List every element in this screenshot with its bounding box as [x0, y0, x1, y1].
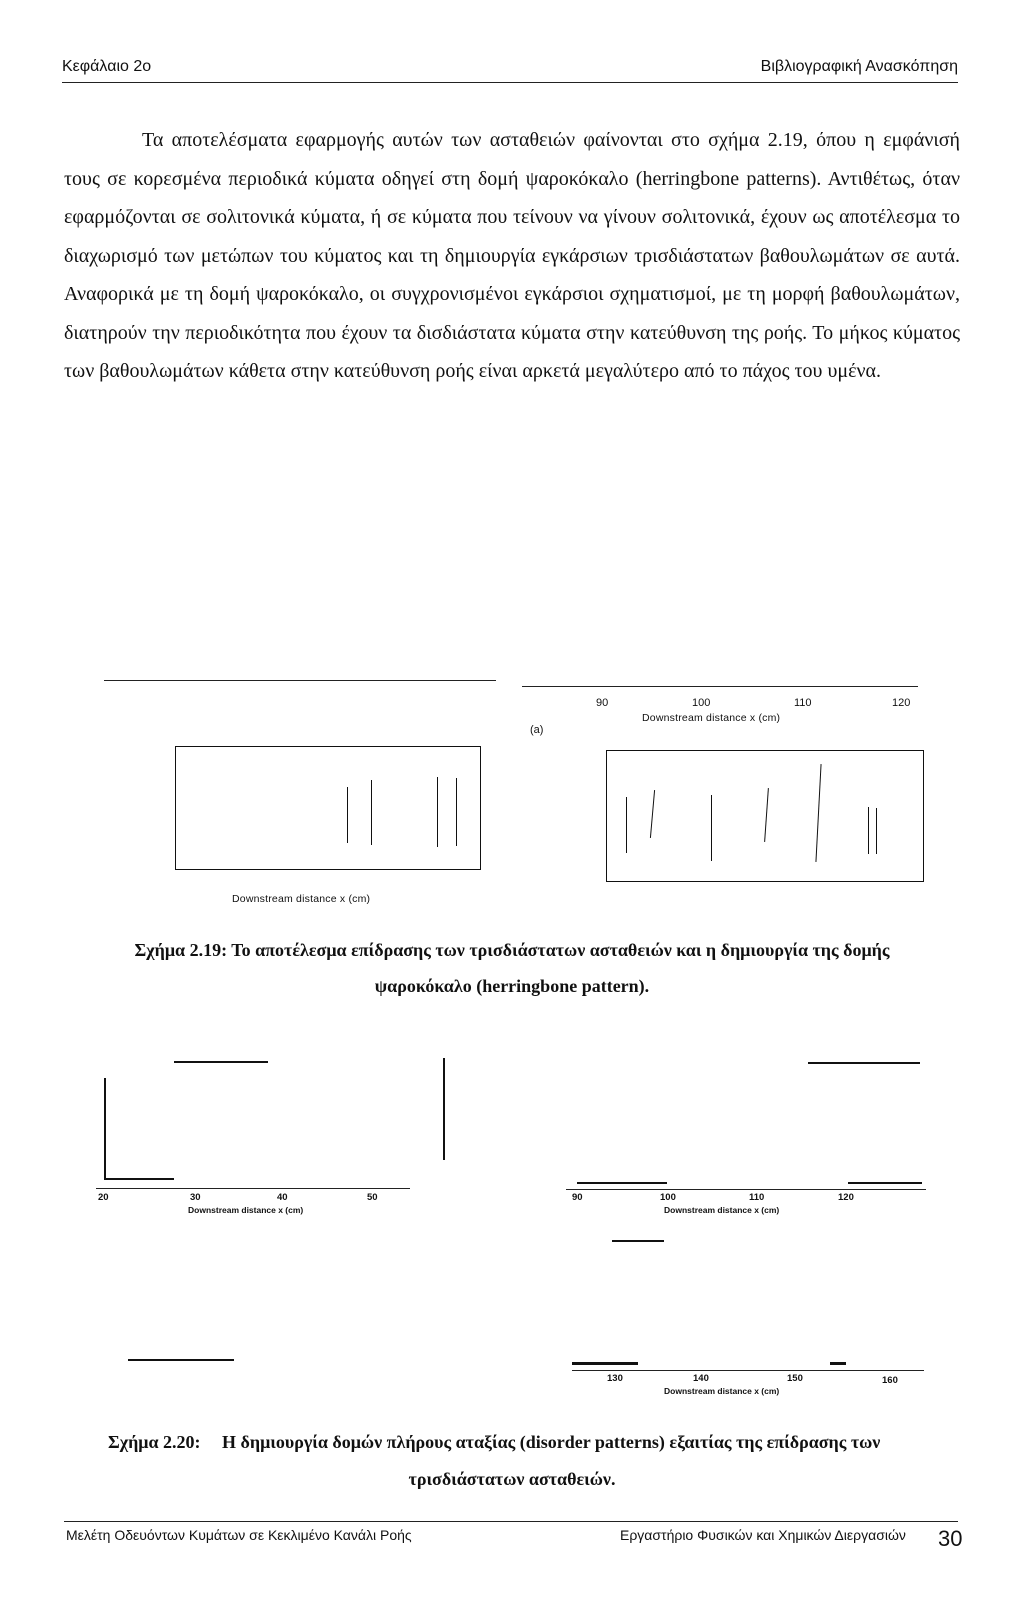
fig20-bottom-tick-150: 150 [787, 1373, 803, 1384]
fig20-fragment [808, 1062, 920, 1064]
fig20-fragment [848, 1182, 922, 1184]
fig20-left-tick-20: 20 [98, 1192, 109, 1203]
fig20-caption-line1: Η δημιουργία δομών πλήρους αταξίας (disorder patterns) εξαιτίας της επίδρασης των [222, 1432, 881, 1452]
page-number: 30 [938, 1526, 963, 1551]
body-paragraph [64, 121, 960, 391]
fig19-right-streak [711, 795, 712, 861]
fig20-right-axis-line [566, 1189, 926, 1190]
fig20-caption-label: Σχήμα 2.20: [108, 1432, 201, 1452]
fig19-left-frame [175, 746, 481, 870]
fig19-tick-90: 90 [596, 697, 609, 709]
fig20-left-axis-label: Downstream distance x (cm) [188, 1205, 304, 1215]
fig20-bottom-axis-line [572, 1370, 924, 1371]
fig19-left-streak [371, 780, 372, 845]
fig20-right-tick-90: 90 [572, 1192, 583, 1203]
fig20-bottom-axis-label: Downstream distance x (cm) [664, 1386, 780, 1396]
fig20-fragment [443, 1058, 445, 1160]
fig20-fragment [577, 1182, 667, 1184]
fig19-caption-line2: ψαροκόκαλο (herringbone pattern). [374, 976, 650, 996]
fig20-fragment [104, 1078, 106, 1178]
fig19-caption-line1: Σχήμα 2.19: Το αποτέλεσμα επίδρασης των τρισδιάστατων ασταθειών και η δημιουργία της δομής [134, 940, 890, 960]
footer-thesis-title: Μελέτη Οδευόντων Κυμάτων σε Κεκλιμένο Κανάλι Ροής [66, 1527, 412, 1543]
fig19-top-axis-label: Downstream distance x (cm) [642, 712, 781, 724]
fig19-panel-label: (a) [530, 724, 544, 736]
fig20-left-tick-40: 40 [277, 1192, 288, 1203]
fig20-fragment [128, 1359, 234, 1361]
fig20-right-tick-120: 120 [838, 1192, 854, 1203]
paragraph-text: Τα αποτελέσματα εφαρμογής αυτών των ασταθειών φαίνονται στο σχήμα 2.19, όπου η εμφάνισή τους σε κορεσμένα περιοδικά κύματα οδηγεί στη δομή ψαροκόκαλο (herringbone patterns). Αντιθέτως, όταν εφαρμόζονται σε σολιτονικά κύματα, ή σε κύματα που τείνουν να γίνουν σολιτονικά, έχουν ως αποτέλεσμα το διαχωρισμό των μετώπων του κύματος και τη δημιουργία εγκάρσιων τρισδιάστατων βαθουλωμάτων σε αυτά. Αναφορικά με τη δομή ψαροκόκαλο, οι συγχρονισμένοι εγκάρσιοι σχηματισμοί, με τη μορφή βαθουλωμάτων, διατηρούν την περιοδικότητα που έχουν τα δισδιάστατα κύματα στην κατεύθυνση της ροής. Το μήκος κύματος των βαθουλωμάτων κάθετα στην κατεύθυνση ροής είναι αρκετά μεγαλύτερο από το πάχος του υμένα. [64, 129, 960, 382]
fig20-fragment [612, 1240, 664, 1242]
fig20-left-tick-30: 30 [190, 1192, 201, 1203]
fig20-fragment [174, 1061, 268, 1063]
fig20-left-axis-line [96, 1188, 410, 1189]
fig20-fragment [830, 1362, 846, 1365]
fig20-caption-line2: τρισδιάστατων ασταθειών. [408, 1469, 616, 1489]
fig19-tick-110: 110 [794, 697, 812, 709]
header-section-title: Βιβλιογραφική Ανασκόπηση [760, 58, 958, 75]
fig19-right-top-line [522, 686, 918, 687]
fig19-left-streak [456, 778, 457, 846]
fig19-right-streak [876, 808, 877, 854]
fig19-tick-100: 100 [692, 697, 711, 709]
fig19-left-streak [437, 777, 438, 847]
fig19-left-top-line [104, 680, 496, 681]
fig20-bottom-tick-140: 140 [693, 1373, 709, 1384]
header-rule [62, 82, 958, 83]
fig19-left-streak [347, 787, 348, 843]
fig20-right-tick-110: 110 [749, 1192, 765, 1203]
fig19-right-streak [868, 807, 869, 854]
header-chapter: Κεφάλαιο 2ο [62, 58, 152, 75]
fig20-right-tick-100: 100 [660, 1192, 676, 1203]
fig20-fragment [572, 1362, 638, 1365]
fig20-bottom-tick-160: 160 [882, 1375, 898, 1386]
fig19-left-axis-label: Downstream distance x (cm) [232, 893, 371, 905]
footer-rule [64, 1521, 958, 1522]
fig19-right-streak [626, 797, 627, 853]
footer-lab-name: Εργαστήριο Φυσικών και Χημικών Διεργασιών [620, 1527, 906, 1543]
fig20-bottom-tick-130: 130 [607, 1373, 623, 1384]
fig20-left-tick-50: 50 [367, 1192, 378, 1203]
fig19-tick-120: 120 [892, 697, 911, 709]
fig20-fragment [104, 1178, 174, 1180]
fig20-right-axis-label: Downstream distance x (cm) [664, 1205, 780, 1215]
